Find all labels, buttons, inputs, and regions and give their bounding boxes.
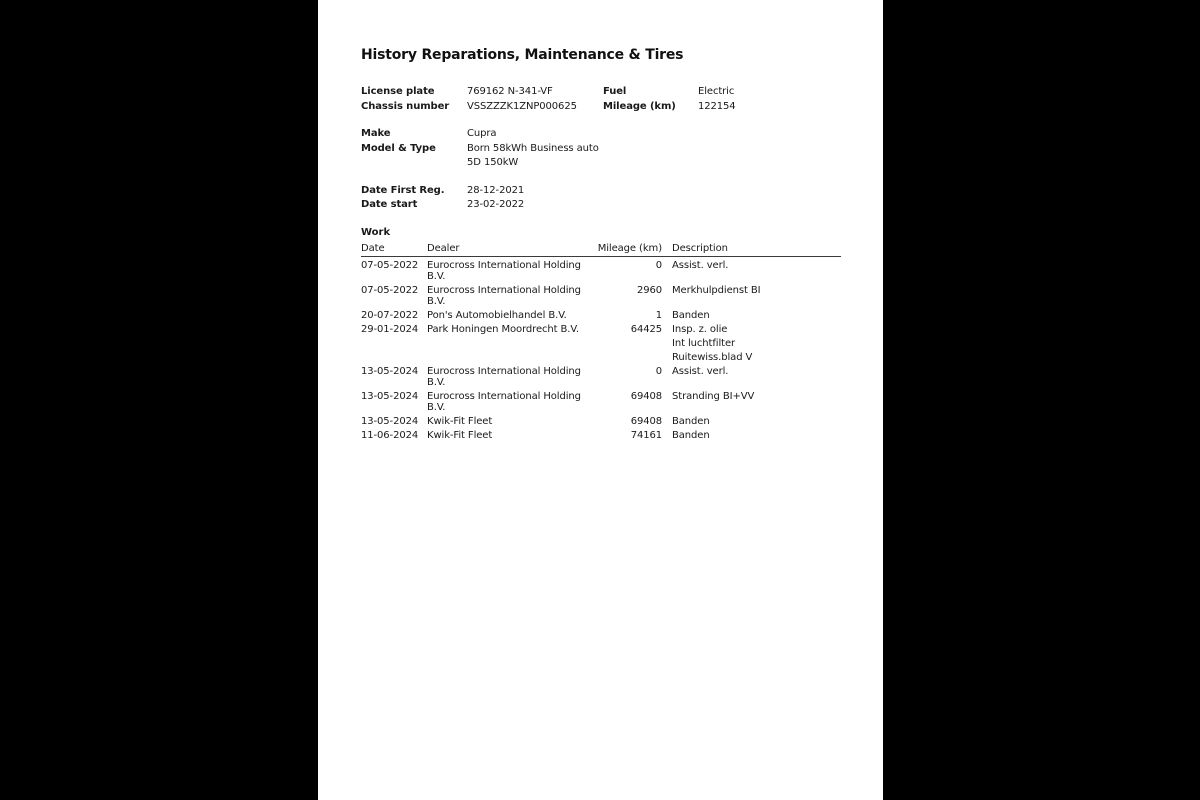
cell-date	[361, 307, 427, 321]
cell-dealer-line: Eurocross International Holding	[427, 284, 581, 296]
cell-dealer-line: Pon's Automobielhandel B.V.	[427, 309, 567, 321]
column-header-mileage: Mileage (km)	[593, 243, 662, 257]
work-table-header-row	[361, 243, 841, 257]
cell-mileage-line: 69408	[630, 415, 662, 427]
cell-description	[662, 388, 841, 413]
detail-label: Make	[361, 128, 391, 139]
cell-description-line: Insp. z. olie	[672, 323, 728, 335]
cell-description-line: Banden	[672, 309, 710, 321]
detail-label: Date start	[361, 199, 418, 210]
cell-date	[361, 321, 427, 363]
detail-row	[361, 85, 841, 100]
cell-description-line: Assist. verl.	[672, 365, 729, 377]
cell-mileage	[593, 363, 662, 388]
table-row	[361, 307, 841, 321]
cell-mileage	[593, 282, 662, 307]
cell-date-line: 11-06-2024	[361, 429, 419, 441]
detail-value: 28-12-2021	[467, 184, 525, 196]
cell-dealer-line: B.V.	[427, 401, 446, 413]
cell-description	[662, 413, 841, 427]
cell-date-line: 13-05-2024	[361, 390, 419, 402]
detail-label: Chassis number	[361, 100, 450, 112]
detail-label: Fuel	[603, 86, 627, 97]
work-section-heading: Work	[361, 226, 391, 238]
cell-mileage-line: 2960	[636, 284, 662, 296]
document-page	[318, 0, 883, 800]
cell-date-line: 29-01-2024	[361, 323, 419, 335]
cell-description-line: Stranding BI+VV	[672, 390, 755, 402]
cell-date-line: 13-05-2024	[361, 415, 419, 427]
cell-dealer-line: Park Honingen Moordrecht B.V.	[427, 323, 579, 335]
table-row	[361, 427, 841, 441]
cell-date-line: 07-05-2022	[361, 284, 419, 296]
work-table-body	[361, 256, 841, 441]
cell-date	[361, 413, 427, 427]
cell-date	[361, 427, 427, 441]
cell-dealer	[427, 256, 593, 282]
detail-row	[361, 100, 841, 115]
table-row	[361, 256, 841, 282]
cell-mileage	[593, 413, 662, 427]
cell-description	[662, 363, 841, 388]
document-content	[361, 47, 841, 441]
cell-date-line: 07-05-2022	[361, 259, 419, 271]
table-row	[361, 282, 841, 307]
column-header-date: Date	[361, 243, 427, 257]
cell-mileage-line: 1	[655, 309, 662, 321]
cell-dealer-line: Eurocross International Holding	[427, 365, 581, 377]
cell-dealer-line: B.V.	[427, 295, 446, 307]
cell-dealer	[427, 321, 593, 363]
cell-description	[662, 321, 841, 363]
cell-dealer-line: Eurocross International Holding	[427, 390, 581, 402]
detail-label: License plate	[361, 86, 435, 97]
cell-date	[361, 388, 427, 413]
cell-description	[662, 282, 841, 307]
detail-value: Electric	[698, 86, 735, 97]
cell-date-line: 20-07-2022	[361, 309, 419, 321]
cell-description	[662, 307, 841, 321]
cell-mileage	[593, 307, 662, 321]
column-header-description: Description	[662, 243, 841, 257]
cell-date	[361, 256, 427, 282]
cell-description-line: Ruitewiss.blad V	[672, 351, 753, 363]
cell-dealer	[427, 427, 593, 441]
cell-description-line: Banden	[672, 429, 710, 441]
cell-dealer	[427, 307, 593, 321]
detail-value: 122154	[698, 100, 736, 112]
work-history-table	[361, 243, 841, 441]
cell-dealer	[427, 282, 593, 307]
cell-dealer	[427, 363, 593, 388]
table-row	[361, 321, 841, 363]
cell-mileage-line: 0	[655, 259, 662, 271]
cell-mileage	[593, 256, 662, 282]
cell-dealer-line: B.V.	[427, 270, 446, 282]
table-row	[361, 413, 841, 427]
cell-dealer-line: Kwik-Fit Fleet	[427, 429, 493, 441]
detail-value: Born 58kWh Business auto 5D 150kW	[467, 142, 599, 168]
cell-date	[361, 363, 427, 388]
page-title: History Reparations, Maintenance & Tires	[361, 47, 684, 63]
cell-description	[662, 256, 841, 282]
cell-mileage	[593, 321, 662, 363]
cell-description-line: Int luchtfilter	[672, 337, 736, 349]
vehicle-dates-section	[361, 184, 841, 213]
detail-row	[361, 142, 841, 171]
detail-label: Date First Reg.	[361, 184, 445, 196]
cell-mileage	[593, 427, 662, 441]
cell-mileage-line: 69408	[630, 390, 662, 402]
cell-mileage-line: 64425	[630, 323, 662, 335]
detail-value: 769162 N-341-VF	[467, 86, 553, 97]
cell-dealer-line: Eurocross International Holding	[427, 259, 581, 271]
cell-mileage-line: 0	[655, 365, 662, 377]
vehicle-make-section	[361, 127, 841, 171]
cell-date	[361, 282, 427, 307]
detail-label: Model & Type	[361, 142, 436, 154]
detail-row	[361, 198, 841, 213]
detail-value: 23-02-2022	[467, 199, 525, 210]
detail-value: VSSZZZK1ZNP000625	[467, 100, 577, 112]
cell-dealer-line: Kwik-Fit Fleet	[427, 415, 493, 427]
cell-mileage	[593, 388, 662, 413]
detail-value: Cupra	[467, 128, 497, 139]
vehicle-identity-section	[361, 85, 841, 114]
column-header-dealer: Dealer	[427, 243, 593, 257]
cell-description-line: Assist. verl.	[672, 259, 729, 271]
cell-mileage-line: 74161	[630, 429, 662, 441]
table-row	[361, 388, 841, 413]
cell-dealer	[427, 413, 593, 427]
detail-row	[361, 127, 841, 142]
cell-dealer	[427, 388, 593, 413]
cell-date-line: 13-05-2024	[361, 365, 419, 377]
cell-dealer-line: B.V.	[427, 376, 446, 388]
cell-description	[662, 427, 841, 441]
detail-row	[361, 184, 841, 199]
detail-label: Mileage (km)	[603, 100, 676, 112]
cell-description-line: Merkhulpdienst BI	[672, 284, 761, 296]
cell-description-line: Banden	[672, 415, 710, 427]
table-row	[361, 363, 841, 388]
